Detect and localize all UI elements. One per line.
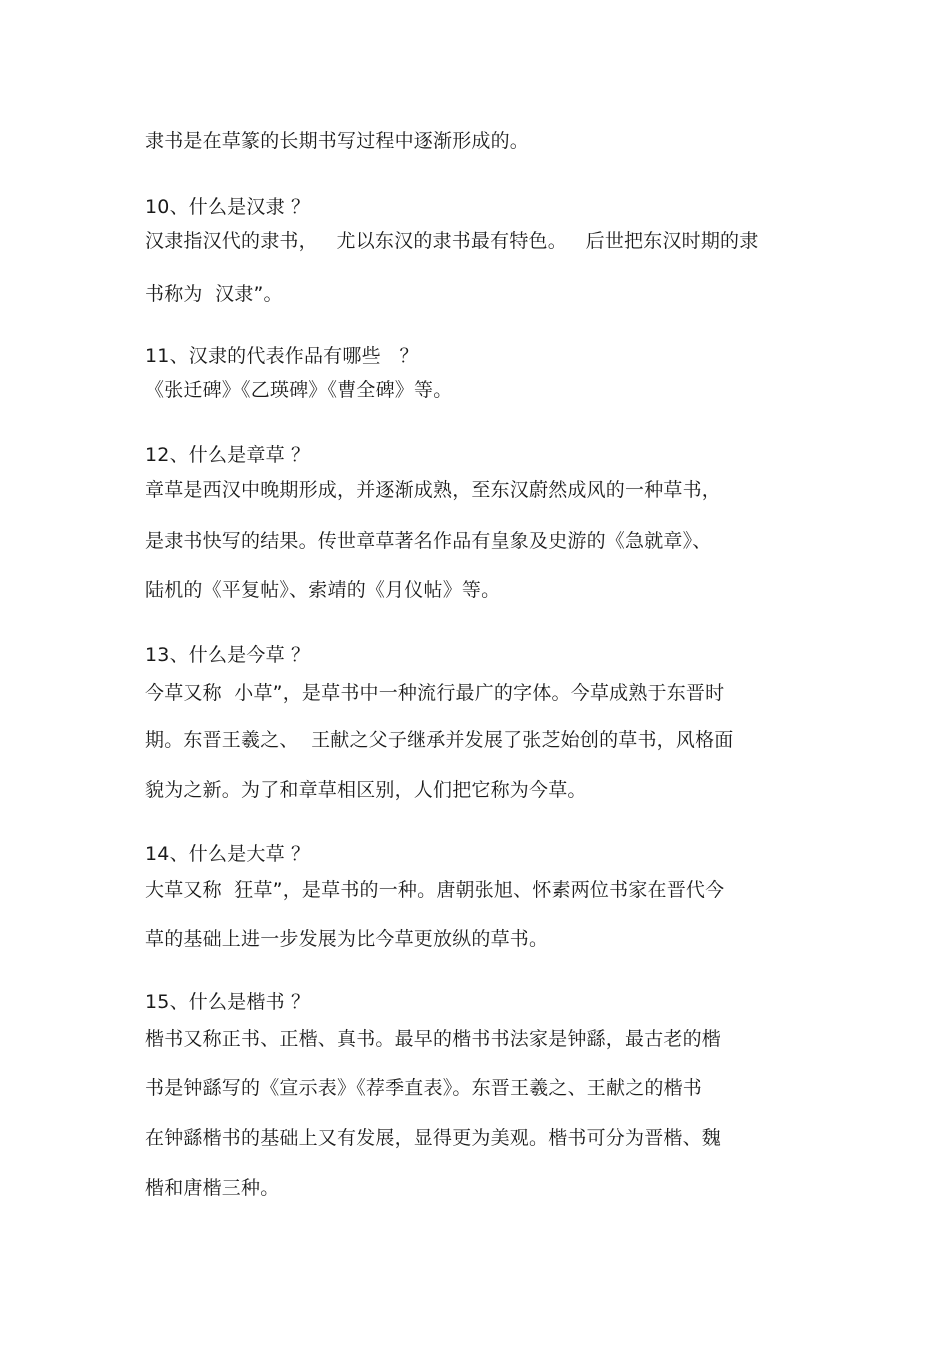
answer-line: 草的基础上进一步发展为比今草更放纵的草书。 (145, 928, 549, 950)
answer-line: 楷书又称正书、正楷、真书。最早的楷书书法家是钟繇，最古老的楷 (145, 1028, 722, 1050)
answer-line: 期。东晋王羲之、 王献之父子继承并发展了张芝始创的草书，风格面 (145, 729, 734, 751)
question-heading-15: 15、什么是楷书 ？ (145, 991, 311, 1013)
answer-line: 大草又称 狂草”，是草书的一种。唐朝张旭、怀素两位书家在晋代今 (145, 879, 725, 901)
question-heading-12: 12、什么是章草 ？ (145, 444, 311, 466)
answer-line: 貌为之新。为了和章草相区别，人们把它称为今草。 (145, 779, 587, 801)
answer-line: 是隶书快写的结果。传世章草著名作品有皇象及史游的《急就章》、 (145, 530, 712, 552)
question-heading-10: 10、什么是汉隶 ？ (145, 196, 311, 218)
question-heading-14: 14、什么是大草 ？ (145, 843, 311, 865)
answer-line: 楷和唐楷三种。 (145, 1177, 280, 1199)
answer-line: 书称为 汉隶”。 (145, 283, 283, 305)
answer-line: 在钟繇楷书的基础上又有发展，显得更为美观。楷书可分为晋楷、魏 (145, 1127, 722, 1149)
paragraph-line: 隶书是在草篆的长期书写过程中逐渐形成的。 (145, 130, 530, 152)
answer-line: 书是钟繇写的《宣示表》《荐季直表》。东晋王羲之、王献之的楷书 (145, 1077, 703, 1099)
answer-line: 章草是西汉中晚期形成，并逐渐成熟，至东汉蔚然成风的一种草书， (145, 479, 722, 501)
question-heading-11: 11、汉隶的代表作品有哪些 ？ (145, 345, 419, 367)
answer-line: 《张迁碑》《乙瑛碑》《曹全碑》等。 (145, 379, 453, 401)
answer-line: 陆机的《平复帖》、索靖的《月仪帖》等。 (145, 579, 501, 601)
question-heading-13: 13、什么是今草 ？ (145, 644, 311, 666)
answer-line: 汉隶指汉代的隶书， 尤以东汉的隶书最有特色。 后世把东汉时期的隶 (145, 230, 759, 252)
answer-line: 今草又称 小草”，是草书中一种流行最广的字体。今草成熟于东晋时 (145, 682, 725, 704)
